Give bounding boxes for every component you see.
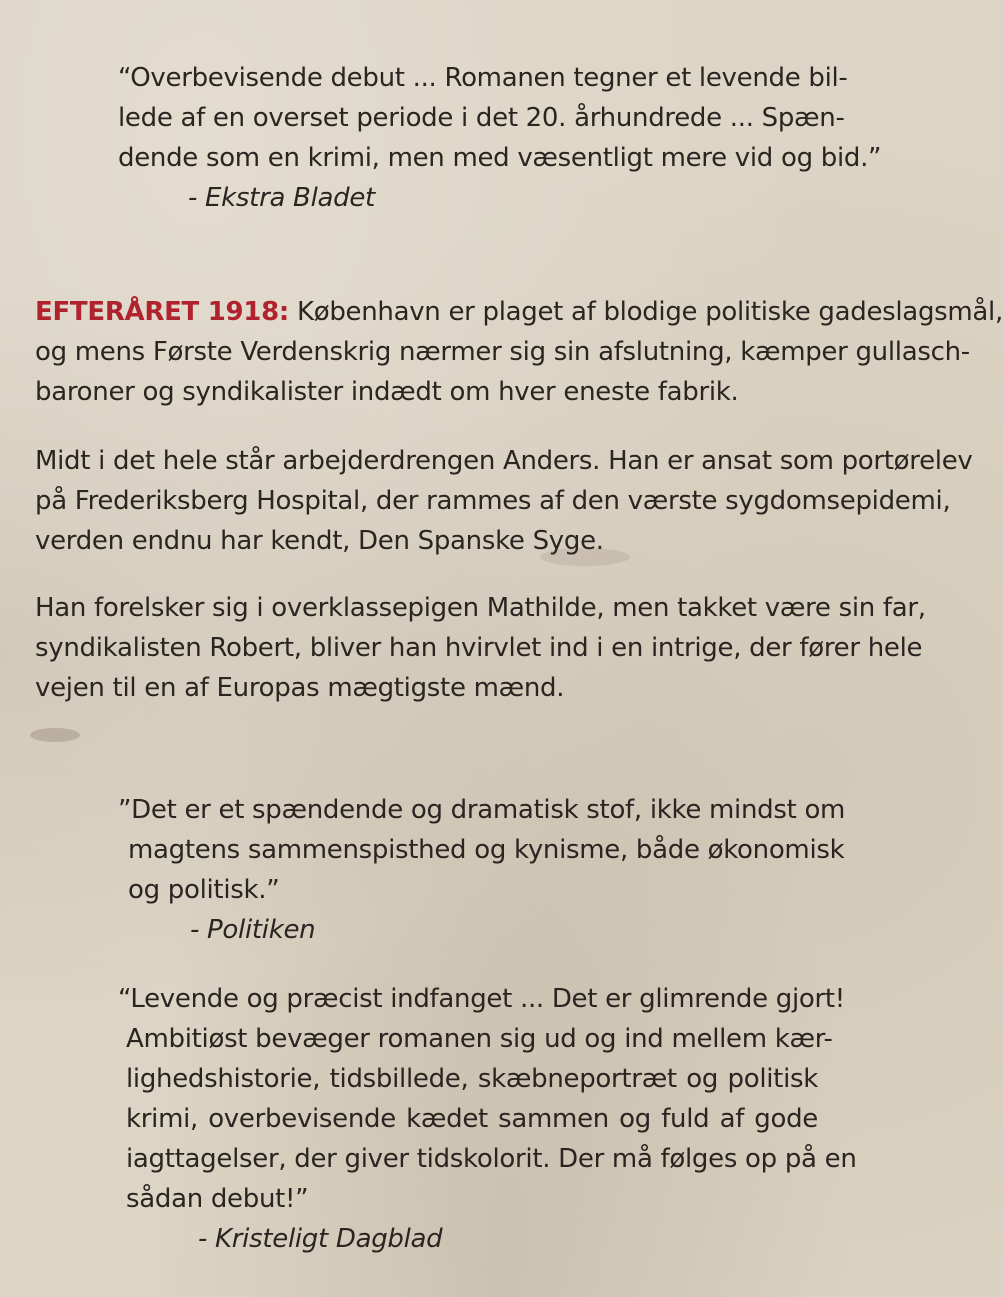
- quote-line: dende som en krimi, men med væsentligt mere vid og bid.”: [118, 143, 882, 173]
- lead-heading: EFTERÅRET 1918:: [35, 297, 289, 327]
- quote-line: sådan debut!”: [126, 1184, 309, 1214]
- quote-ekstra-bladet: [118, 58, 882, 218]
- quote-politiken: [118, 790, 846, 950]
- stain-mark: [30, 728, 80, 742]
- paragraph-line: Midt i det hele står arbejderdrengen Anders. Han er ansat som portørelev: [35, 446, 973, 476]
- quote-line: krimi, overbevisende kædet sammen og fuld af gode: [126, 1104, 818, 1134]
- quote-line: Ambitiøst bevæger romanen sig ud og ind mellem kær-: [126, 1024, 833, 1054]
- quote-source: - Politiken: [190, 915, 316, 945]
- quote-line: ”Det er et spændende og dramatisk stof, ikke mindst om: [118, 795, 846, 825]
- quote-source: - Ekstra Bladet: [188, 183, 375, 213]
- quote-line: “Overbevisende debut ... Romanen tegner et levende bil-: [118, 63, 848, 93]
- quote-source: - Kristeligt Dagblad: [198, 1224, 443, 1254]
- paragraph-line: vejen til en af Europas mægtigste mænd.: [35, 673, 565, 703]
- quote-line: lede af en overset periode i det 20. århundrede ... Spæn-: [118, 103, 845, 133]
- quote-line: iagttagelser, der giver tidskolorit. Der må følges op på en: [126, 1144, 857, 1174]
- paragraph-line: verden endnu har kendt, Den Spanske Syge.: [35, 526, 604, 556]
- paragraph-line: syndikalisten Robert, bliver han hvirvlet ind i en intrige, der fører hele: [35, 633, 923, 663]
- synopsis-paragraph-1: [35, 292, 1003, 412]
- paragraph-line: og mens Første Verdenskrig nærmer sig sin afslutning, kæmper gullasch-: [35, 337, 970, 367]
- paragraph-line: [35, 292, 1003, 332]
- paragraph-text: København er plaget af blodige politiske gadeslagsmål,: [289, 297, 1003, 327]
- paragraph-line: Han forelsker sig i overklassepigen Mathilde, men takket være sin far,: [35, 593, 926, 623]
- paragraph-line: på Frederiksberg Hospital, der rammes af den værste sygdomsepidemi,: [35, 486, 951, 516]
- quote-line: lighedshistorie, tidsbillede, skæbneportræt og politisk: [126, 1064, 818, 1094]
- synopsis-paragraph-3: [35, 588, 926, 708]
- quote-line: “Levende og præcist indfanget ... Det er glimrende gjort!: [118, 984, 845, 1014]
- synopsis-paragraph-2: [35, 441, 973, 561]
- quote-line: og politisk.”: [128, 875, 280, 905]
- quote-line: magtens sammenspisthed og kynisme, både økonomisk: [128, 835, 845, 865]
- quote-kristeligt-dagblad: [118, 979, 857, 1259]
- paragraph-line: baroner og syndikalister indædt om hver eneste fabrik.: [35, 377, 739, 407]
